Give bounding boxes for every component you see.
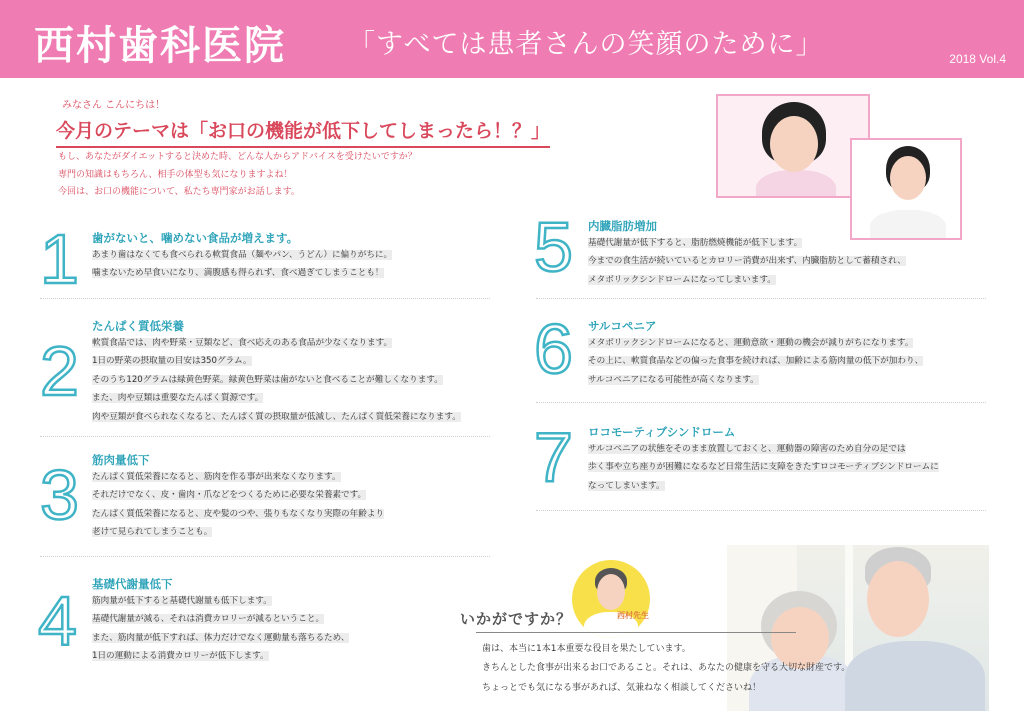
woman-toothache-photo	[716, 94, 870, 198]
item-body	[92, 468, 384, 542]
item-title: 内臓脂肪増加	[588, 219, 657, 233]
closing-line-text: きちんとした食事が出来るお口であること。それは、あなたの健康を守る大切な財産です。	[482, 663, 851, 674]
greeting: みなさん こんにちは！	[62, 100, 166, 111]
closing-underline	[476, 632, 796, 633]
item-line: それだけでなく、皮・歯肉・爪などをつくるために必要な栄養素です。	[92, 490, 367, 501]
intro-line: 今回は、お口の機能について、私たち専門家がお話します。	[58, 187, 300, 198]
section-divider	[536, 510, 986, 511]
item-line: たんぱく質低栄養になると、筋肉を作る事が出来なくなります。	[92, 472, 341, 482]
item-line: あまり歯はなくても食べられる軟質食品（麺やパン、うどん）に偏りがちに。	[92, 250, 393, 260]
item-line: 歩く事や立ち座りが困難になるなど日常生活に支障をきたすロコモーティブシンドロームに	[588, 462, 939, 473]
intro-line: もし、あなたがダイエットすると決めた時、どんな人からアドバイスを受けたいですか？	[58, 152, 417, 162]
closing-question: いかがですか？	[460, 610, 573, 628]
item-line: その上に、軟質食品などの偏った食事を続ければ、加齢による筋肉量の低下が加わり、	[588, 356, 924, 367]
item-number: 7	[534, 418, 573, 496]
item-line: メタボリックシンドロームになってしまいます。	[588, 274, 776, 285]
theme-heading: 今月のテーマは「お口の機能が低下してしまったら！？」	[56, 116, 550, 148]
item-line: たんぱく質低栄養になると、皮や髪のつや、張りもなくなり実際の年齢より	[92, 508, 385, 519]
item-line: また、肉や豆類は重要なたんぱく質源です。	[92, 393, 264, 404]
item-number: 6	[534, 310, 573, 388]
item-line: サルコペニアになる可能性が高くなります。	[588, 374, 759, 385]
item-line: 基礎代謝量が減る、それは消費カロリーが減るということ。	[92, 614, 325, 625]
man-body	[845, 641, 985, 711]
item-title: サルコペニア	[588, 319, 657, 333]
item-line: 基礎代謝量が低下すると、脂肪燃焼機能が低下します。	[588, 238, 803, 248]
item-line: 1日の野菜の摂取量の目安は350グラム。	[92, 356, 252, 367]
item-body	[92, 592, 349, 666]
item-body	[588, 440, 939, 495]
item-number: 4	[38, 582, 77, 660]
item-title: ロコモーティブシンドローム	[588, 425, 736, 439]
item-line: サルコペニアの状態をそのまま放置しておくと、運動器の障害のため自分の足では	[588, 444, 906, 454]
item-line: 軟質食品では、肉や野菜・豆類など、食べ応えのある食品が少なくなります。	[92, 338, 393, 348]
item-line: なってしまいます。	[588, 480, 665, 491]
item-number: 1	[40, 220, 79, 298]
item-line: 1日の運動による消費カロリーが低下します。	[92, 651, 269, 662]
item-body	[92, 246, 392, 283]
woman-face	[890, 156, 926, 200]
item-line: 今までの食生活が続いているとカロリー消費が出来ず、内臓脂肪として蓄積され、	[588, 256, 906, 267]
item-number: 3	[40, 456, 79, 534]
section-divider	[536, 298, 986, 299]
item-title: 筋肉量低下	[92, 453, 150, 467]
woman-body	[756, 170, 836, 198]
item-body	[588, 334, 923, 389]
item-number: 5	[534, 208, 573, 286]
doctor-face	[597, 574, 625, 610]
item-body	[588, 234, 906, 289]
item-line: メタボリックシンドロームになると、運動意欲・運動の機会が減りがちになります。	[588, 338, 914, 348]
section-divider	[536, 402, 986, 403]
intro-line: 専門の知識はもちろん、相手の体型も気になりますよね！	[58, 169, 293, 180]
closing-text	[482, 640, 850, 698]
item-title: 歯がないと、噛めない食品が増えます。	[92, 231, 299, 245]
closing-line-text: 歯は、本当に1本1本重要な役目を果たしています。	[482, 644, 691, 654]
tagline: 「すべては患者さんの笑顔のために」	[348, 29, 824, 60]
item-line: そのうち120グラムは緑黄色野菜。緑黄色野菜は歯がないと食べることが難しくなります。	[92, 374, 443, 385]
doctor-label: 西村先生	[617, 611, 649, 620]
section-divider	[40, 298, 490, 299]
item-title: 基礎代謝量低下	[92, 577, 173, 591]
woman-face	[770, 116, 818, 172]
item-line: 老けて見られてしまうことも。	[92, 527, 213, 538]
clinic-name: 西村歯科医院	[34, 22, 286, 69]
closing-line-text: ちょっとでも気になる事があれば、気兼ねなく相談してくださいね！	[482, 682, 762, 693]
section-divider	[40, 436, 490, 437]
man-face	[867, 561, 929, 637]
intro-text	[58, 149, 417, 202]
item-title: たんぱく質低栄養	[92, 319, 184, 333]
woman-pain-photo	[850, 138, 962, 240]
item-line: 筋肉量が低下すると基礎代謝量も低下します。	[92, 596, 272, 606]
header-banner	[0, 0, 1024, 78]
item-line: 噛まないため早食いになり、満腹感も得られず、食べ過ぎてしまうことも！	[92, 268, 384, 279]
item-number: 2	[40, 332, 79, 410]
item-line: 肉や豆類が食べられなくなると、たんぱく質の摂取量が低減し、たんぱく質低栄養になります。	[92, 411, 461, 422]
issue-volume: 2018 Vol.4	[949, 52, 1006, 66]
section-divider	[40, 556, 490, 557]
item-body	[92, 334, 461, 426]
item-line: また、筋肉量が低下すれば、体力だけでなく運動量も落ちるため、	[92, 632, 350, 643]
doctor-portrait	[572, 560, 650, 638]
